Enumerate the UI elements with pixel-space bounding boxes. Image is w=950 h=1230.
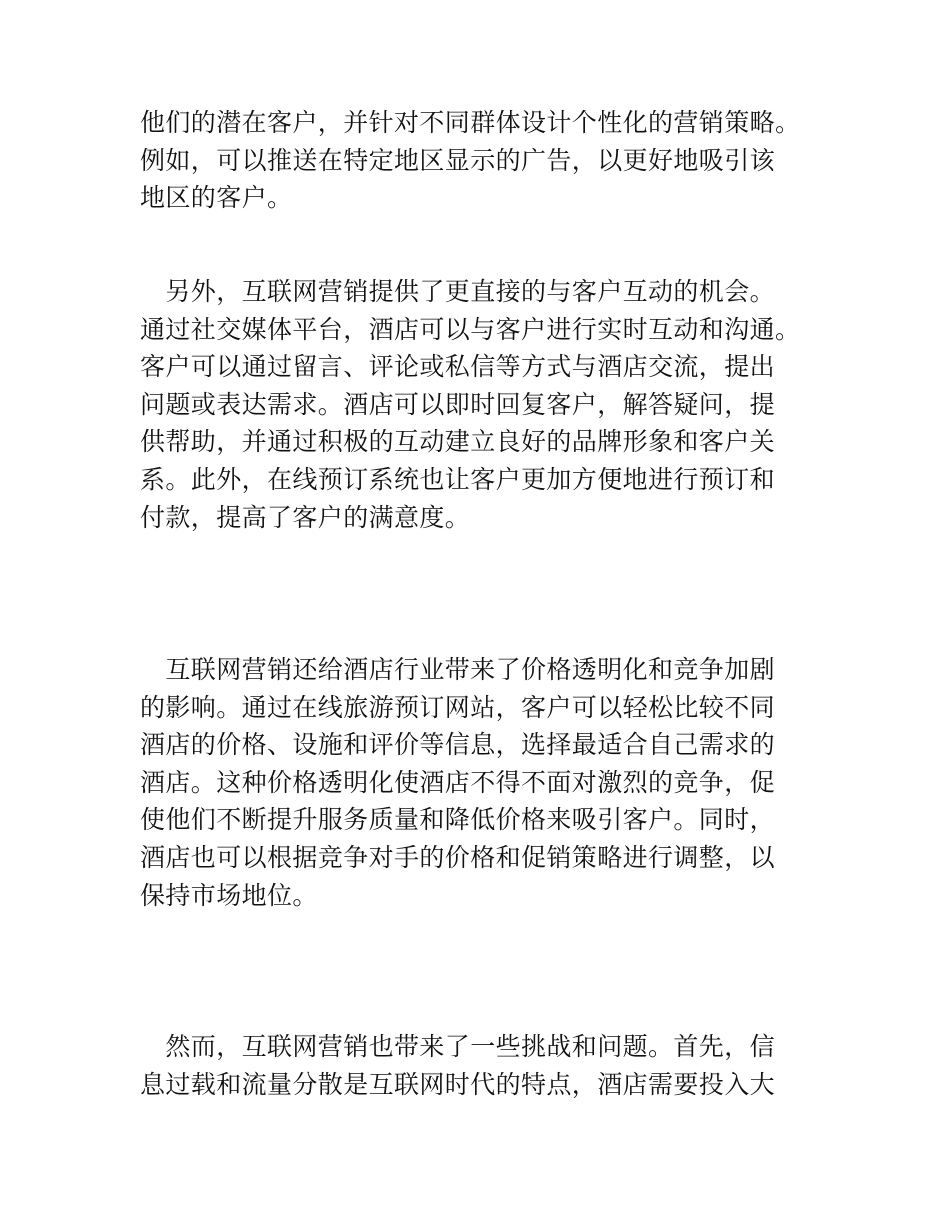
text-line: 保持市场地位。 <box>140 880 318 910</box>
text-line: 通过社交媒体平台，酒店可以与客户进行实时互动和沟通。 <box>140 314 801 344</box>
text-line: 例如，可以推送在特定地区显示的广告，以更好地吸引该 <box>140 145 776 175</box>
text-line: 息过载和流量分散是互联网时代的特点，酒店需要投入大 <box>140 1069 776 1099</box>
text-line: 酒店的价格、设施和评价等信息，选择最适合自己需求的 <box>140 730 776 760</box>
text-line: 付款，提高了客户的满意度。 <box>140 502 471 532</box>
text-line: 然而，互联网营销也带来了一些挑战和问题。首先，信 <box>140 1032 776 1061</box>
text-line: 酒店。这种价格透明化使酒店不得不面对激烈的竞争，促 <box>140 767 776 797</box>
paragraph <box>140 651 775 914</box>
text-line: 另外，互联网营销提供了更直接的与客户互动的机会。 <box>140 277 776 306</box>
paragraph <box>140 1028 775 1103</box>
text-line: 问题或表达需求。酒店可以即时回复客户，解答疑问，提 <box>140 389 776 419</box>
text-line: 系。此外，在线预订系统也让客户更加方便地进行预订和 <box>140 464 776 494</box>
text-line: 客户可以通过留言、评论或私信等方式与酒店交流，提出 <box>140 352 776 382</box>
paragraph <box>140 273 800 536</box>
text-line: 使他们不断提升服务质量和降低价格来吸引客户。同时， <box>140 805 776 835</box>
text-line: 酒店也可以根据竞争对手的价格和促销策略进行调整，以 <box>140 842 776 872</box>
text-line: 的影响。通过在线旅游预订网站，客户可以轻松比较不同 <box>140 692 776 722</box>
text-line: 他们的潜在客户，并针对不同群体设计个性化的营销策略。 <box>140 108 801 137</box>
text-line: 互联网营销还给酒店行业带来了价格透明化和竞争加剧 <box>140 655 776 684</box>
text-line: 地区的客户。 <box>140 183 293 213</box>
text-line: 供帮助，并通过积极的互动建立良好的品牌形象和客户关 <box>140 427 776 457</box>
paragraph <box>140 104 800 217</box>
